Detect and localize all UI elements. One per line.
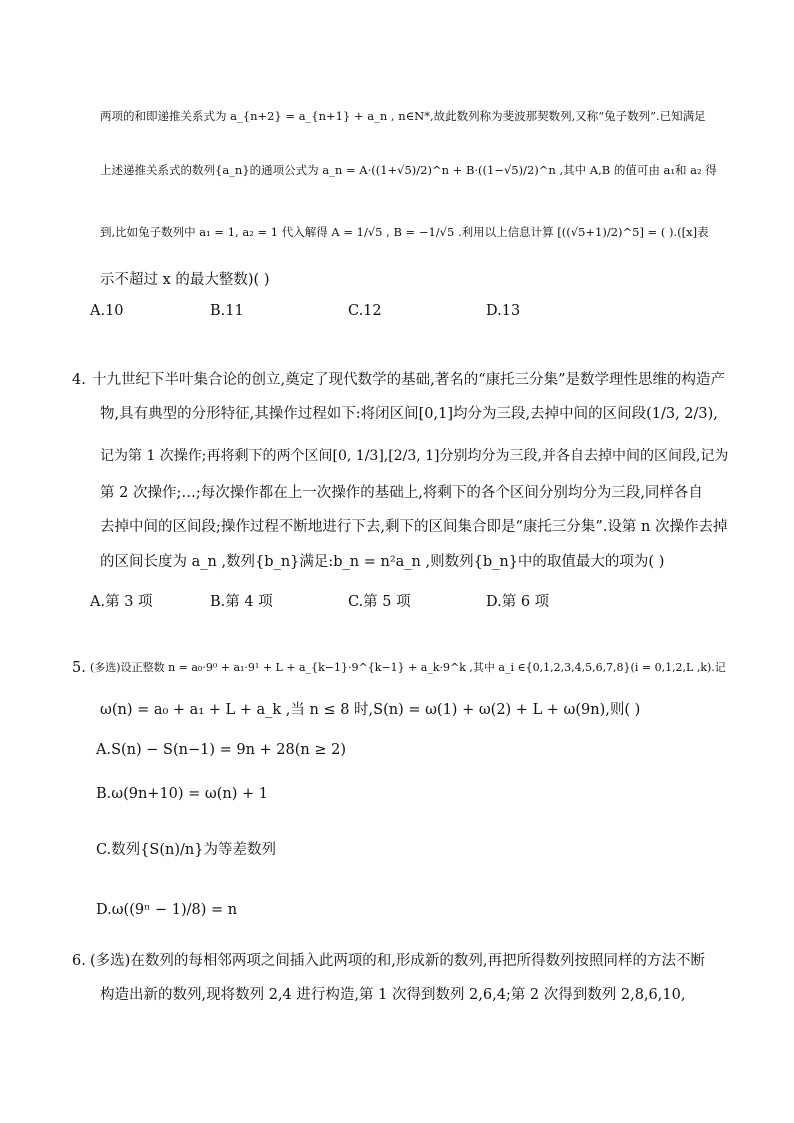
q5-option-b: B.ω(9n+10) = ω(n) + 1 xyxy=(96,786,269,802)
q3-option-c: C.12 xyxy=(348,303,382,319)
q4-line-2: 物,具有典型的分形特征,其操作过程如下:将闭区间[0,1]均分为三段,去掉中间的区间段(1/3, 2/3), xyxy=(100,406,718,422)
q6-line-2: 构造出新的数列,现将数列 2,4 进行构造,第 1 次得到数列 2,6,4;第 2 次得到数列 2,8,6,10, xyxy=(100,987,686,1003)
q5-option-c: C.数列{S(n)/n}为等差数列 xyxy=(96,842,276,858)
q3-line-1: 两项的和即递推关系式为 a_{n+2} = a_{n+1} + a_n , n∈N*,故此数列称为斐波那契数列,又称“兔子数列”.已知满足 xyxy=(100,109,706,123)
q3-line-4: 示不超过 x 的最大整数)( ) xyxy=(100,272,270,288)
q6-number: 6. xyxy=(72,953,86,969)
q4-line-5: 去掉中间的区间段;操作过程不断地进行下去,剩下的区间集合即是“康托三分集”.设第 n 次操作去掉 xyxy=(100,519,728,535)
q3-option-b: B.11 xyxy=(210,303,244,319)
q4-option-c: C.第 5 项 xyxy=(348,594,411,610)
q3-line-2: 上述递推关系式的数列{a_n}的通项公式为 a_n = A·((1+√5)/2)^n + B·((1−√5)/2)^n ,其中 A,B 的值可由 a₁和 a₂ 得 xyxy=(100,163,717,177)
q6-line-1: (多选)在数列的每相邻两项之间插入此两项的和,形成新的数列,再把所得数列按照同样的方法不断 xyxy=(90,953,706,969)
q5-option-a: A.S(n) − S(n−1) = 9n + 28(n ≥ 2) xyxy=(96,742,346,758)
q5-line-2: ω(n) = a₀ + a₁ + L + a_k ,当 n ≤ 8 时,S(n) = ω(1) + ω(2) + L + ω(9n),则( ) xyxy=(100,702,641,718)
q3-option-d: D.13 xyxy=(486,303,521,319)
q4-line-3: 记为第 1 次操作;再将剩下的两个区间[0, 1/3],[2/3, 1]分别均分为三段,并各自去掉中间的区间段,记为 xyxy=(100,448,729,464)
q4-line-1: 十九世纪下半叶集合论的创立,奠定了现代数学的基础,著名的“康托三分集”是数学理性思维的构造产 xyxy=(92,372,726,388)
q4-line-4: 第 2 次操作;…;每次操作都在上一次操作的基础上,将剩下的各个区间分别均分为三段,同样各自 xyxy=(100,485,703,501)
q4-option-b: B.第 4 项 xyxy=(210,594,273,610)
q4-line-6: 的区间长度为 a_n ,数列{b_n}满足:b_n = n²a_n ,则数列{b_n}中的取值最大的项为( ) xyxy=(100,554,665,570)
q5-number: 5. xyxy=(72,660,86,676)
q4-number: 4. xyxy=(72,372,86,388)
q5-line-1: (多选)设正整数 n = a₀·9⁰ + a₁·9¹ + L + a_{k−1}·9^{k−1} + a_k·9^k ,其中 a_i ∈{0,1,2,3,4,5,6,7,8}(i = 0,1,2,L ,k).记 xyxy=(90,661,726,674)
q3-option-a: A.10 xyxy=(90,303,124,319)
q3-line-3: 到,比如兔子数列中 a₁ = 1, a₂ = 1 代入解得 A = 1/√5 , B = −1/√5 .利用以上信息计算 [((√5+1)/2)^5] = ( ).([x]表 xyxy=(100,225,709,239)
q4-option-d: D.第 6 项 xyxy=(486,594,550,610)
q4-option-a: A.第 3 项 xyxy=(90,594,153,610)
q5-option-d: D.ω((9ⁿ − 1)/8) = n xyxy=(96,902,238,918)
